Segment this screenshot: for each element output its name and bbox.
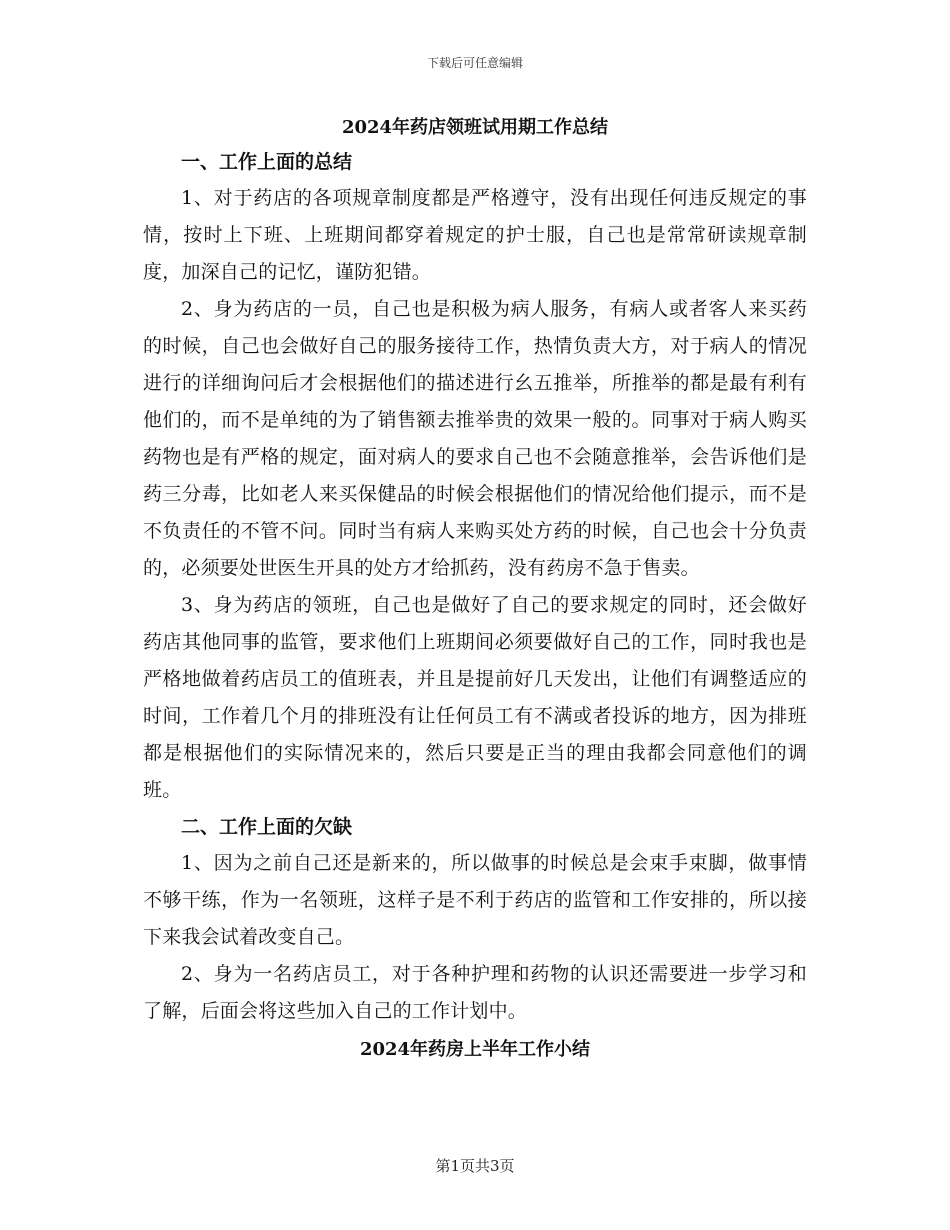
next-document-title: 2024年药房上半年工作小结 — [359, 1039, 591, 1060]
page-indicator: 第1页共3页 — [435, 1157, 515, 1175]
document-title: 2024年药店领班试用期工作总结 — [341, 117, 609, 138]
paragraph-2-1: 1、因为之前自己还是新来的，所以做事的时候总是会束手束脚，做事情不够干练，作为一名领班，这样子是不利于药店的监管和工作安排的，所以接下来我会试着改变自己。 — [143, 852, 807, 948]
section-heading-2: 二、工作上面的欠缺 — [181, 816, 353, 838]
header-note: 下载后可任意编辑 — [426, 56, 523, 70]
section-heading-1: 一、工作上面的总结 — [181, 151, 353, 173]
paragraph-1-3: 3、身为药店的领班，自己也是做好了自己的要求规定的同时，还会做好药店其他同事的监管，要求他们上班期间必须要做好自己的工作，同时我也是严格地做着药店员工的值班表，并且是提前好几天发出，让他们有调整适应的时间，工作着几个月的排班没有让任何员工有不满或者投诉的地方，因为排班都是根据他们的实际情况来的，然后只要是正当的理由我都会同意他们的调班。 — [143, 594, 807, 801]
paragraph-1-1: 1、对于药店的各项规章制度都是严格遵守，没有出现任何违反规定的事情，按时上下班、上班期间都穿着规定的护士服，自己也是常常研读规章制度，加深自己的记忆，谨防犯错。 — [143, 187, 807, 283]
paragraph-1-2: 2、身为药店的一员，自己也是积极为病人服务，有病人或者客人来买药的时候，自己也会做好自己的服务接待工作，热情负责大方，对于病人的情况进行的详细询问后才会根据他们的描述进行幺五推举，所推举的都是最有利有他们的，而不是单纯的为了销售额去推举贵的效果一般的。同事对于病人购买药物也是有严格的规定，面对病人的要求自己也不会随意推举，会告诉他们是药三分毒，比如老人来买保健品的时候会根据他们的情况给他们提示，而不是不负责任的不管不问。同时当有病人来购买处方药的时候，自己也会十分负责的，必须要处世医生开具的处方才给抓药，没有药房不急于售卖。 — [143, 298, 807, 579]
paragraph-2-2: 2、身为一名药店员工，对于各种护理和药物的认识还需要进一步学习和了解，后面会将这些加入自己的工作计划中。 — [143, 963, 807, 1022]
document-body — [143, 112, 807, 1070]
